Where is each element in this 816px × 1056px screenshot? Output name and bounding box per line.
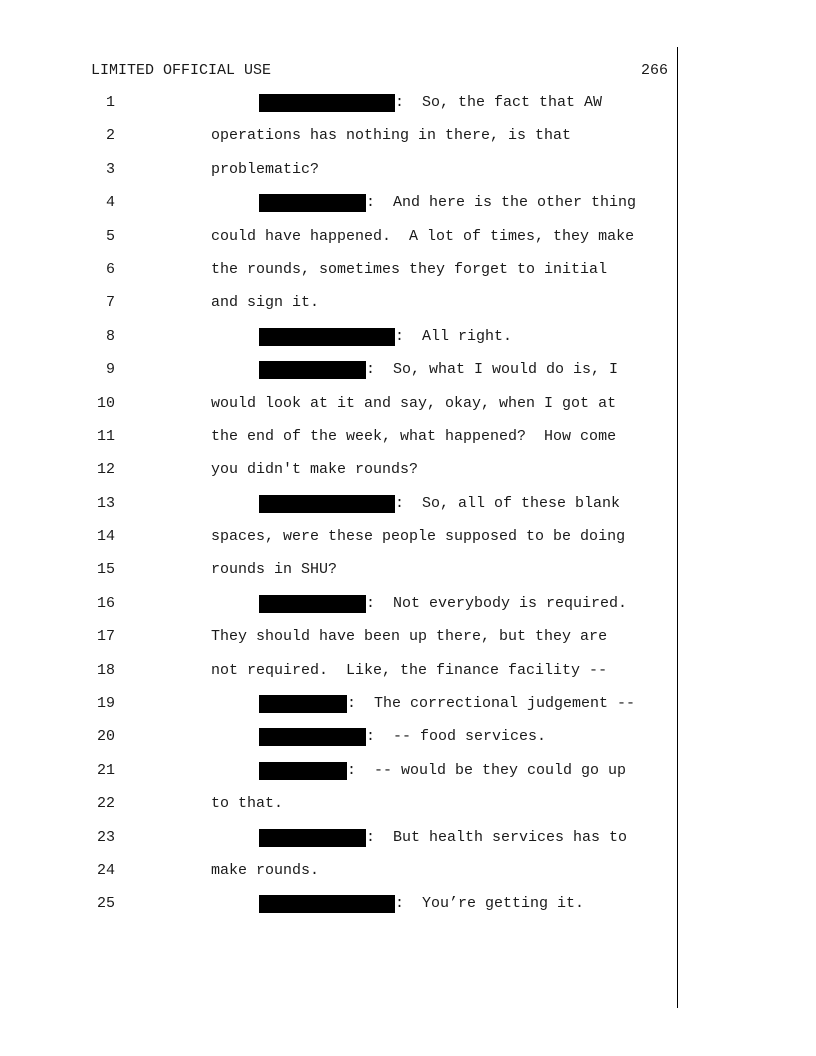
line-number: 19 [96,695,115,713]
line-number: 7 [105,294,115,312]
speaker-line [259,327,512,347]
speech-text: : -- food services. [366,728,547,746]
line-number: 13 [96,494,115,512]
continuation-text: you didn't make rounds? [211,461,419,479]
transcript-line [0,427,816,460]
transcript-line [0,260,816,293]
transcript-line [0,494,816,527]
speech-text: : And here is the other thing [366,194,637,212]
transcript-line [0,126,816,159]
speaker-line [259,828,627,848]
transcript-body [0,93,816,928]
transcript-line [0,327,816,360]
transcript-line [0,761,816,794]
speaker-line [259,360,618,380]
transcript-line [0,861,816,894]
speech-text: : The correctional judgement -- [347,695,636,713]
speech-text: : So, what I would do is, I [366,361,619,379]
redacted-speaker-name [259,829,366,847]
line-number: 6 [105,260,115,278]
line-number: 10 [96,394,115,412]
transcript-line [0,193,816,226]
line-number: 18 [96,661,115,679]
transcript-line [0,227,816,260]
transcript-line [0,460,816,493]
line-number: 14 [96,528,115,546]
redacted-speaker-name [259,495,395,513]
classification-label: LIMITED OFFICIAL USE [91,62,272,79]
line-number: 15 [96,561,115,579]
continuation-text: rounds in SHU? [211,561,338,579]
redacted-speaker-name [259,328,395,346]
continuation-text: problematic? [211,160,320,178]
speaker-line [259,727,546,747]
continuation-text: They should have been up there, but they are [211,628,608,646]
speaker-line [259,193,636,213]
speaker-line [259,694,635,714]
line-number: 5 [105,227,115,245]
redacted-speaker-name [259,94,395,112]
line-number: 23 [96,828,115,846]
speaker-line [259,894,584,914]
transcript-line [0,360,816,393]
page-header [91,61,668,81]
speaker-line [259,761,626,781]
line-number: 12 [96,461,115,479]
line-number: 8 [105,327,115,345]
line-number: 1 [105,94,115,111]
line-number: 4 [105,194,115,212]
continuation-text: not required. Like, the finance facility -- [211,661,608,679]
transcript-line [0,293,816,326]
redacted-speaker-name [259,695,347,713]
line-number: 3 [105,160,115,178]
transcript-line [0,93,816,126]
transcript-line [0,661,816,694]
line-number: 25 [96,895,115,913]
redacted-speaker-name [259,361,366,379]
redacted-speaker-name [259,762,347,780]
speaker-line [259,93,602,113]
speech-text: : Not everybody is required. [366,594,628,612]
continuation-text: spaces, were these people supposed to be doing [211,528,626,546]
transcript-line [0,394,816,427]
speech-text: : So, the fact that AW [395,94,603,111]
transcript-line [0,727,816,760]
line-number: 9 [105,361,115,379]
line-number: 22 [96,795,115,813]
redacted-speaker-name [259,895,395,913]
line-number: 24 [96,861,115,879]
redacted-speaker-name [259,595,366,613]
continuation-text: operations has nothing in there, is that [211,127,572,145]
continuation-text: the end of the week, what happened? How come [211,427,617,445]
speaker-line [259,594,627,614]
continuation-text: could have happened. A lot of times, they make [211,227,635,245]
continuation-text: would look at it and say, okay, when I got at [211,394,617,412]
speech-text: : But health services has to [366,828,628,846]
transcript-line [0,828,816,861]
transcript-line [0,894,816,927]
line-number: 21 [96,761,115,779]
continuation-text: to that. [211,795,284,813]
continuation-text: the rounds, sometimes they forget to initial [211,260,608,278]
transcript-line [0,560,816,593]
speech-text: : You’re getting it. [395,895,585,913]
transcript-line [0,694,816,727]
transcript-line [0,794,816,827]
redacted-speaker-name [259,194,366,212]
speech-text: : -- would be they could go up [347,761,627,779]
transcript-line [0,594,816,627]
continuation-text: and sign it. [211,294,320,312]
transcript-line [0,527,816,560]
continuation-text: make rounds. [211,861,320,879]
redacted-speaker-name [259,728,366,746]
speech-text: : All right. [395,327,513,345]
line-number: 16 [96,594,115,612]
speech-text: : So, all of these blank [395,494,621,512]
transcript-line [0,627,816,660]
line-number: 2 [105,127,115,145]
line-number: 11 [96,427,115,445]
page-number: 266 [640,62,668,79]
line-number: 17 [96,628,115,646]
line-number: 20 [96,728,115,746]
transcript-line [0,160,816,193]
speaker-line [259,494,620,514]
